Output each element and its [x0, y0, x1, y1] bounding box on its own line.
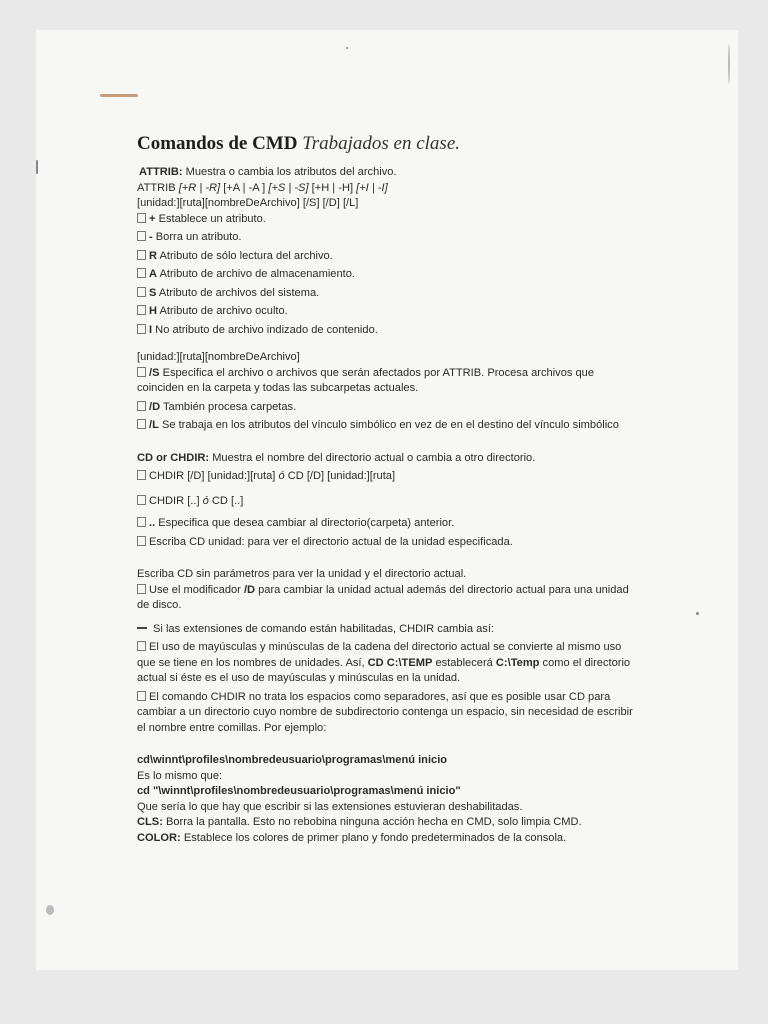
item-key: .. [149, 517, 156, 529]
cd-desc: Muestra el nombre del directorio actual o cambia a otro directorio. [209, 451, 536, 464]
syntax-part: [+A | -A ] [220, 181, 269, 194]
text-part: cd\winnt\profiles\nombredeusuario\programas\menú inicio [137, 754, 448, 766]
syntax-part: [+S | -S] [268, 181, 309, 194]
scan-speck [36, 160, 38, 174]
bullet-icon [137, 287, 146, 297]
document-body [137, 132, 637, 846]
switch-key: /S [149, 366, 160, 379]
bullet-icon [137, 584, 146, 594]
color-line [137, 831, 637, 847]
cd-syntax-1 [137, 469, 637, 485]
color-desc: Establece los colores de primer plano y fondo predeterminados de la consola. [180, 831, 567, 844]
text-part: para cambiar la unidad actual además del directorio actual para una unidad de disco. [137, 583, 629, 611]
cd-extensions-intro [137, 622, 637, 638]
text-part: Si las extensiones de comando están habilitadas, CHDIR cambia así: [153, 622, 495, 635]
bullet-icon [137, 268, 146, 278]
bullet-icon [137, 517, 146, 527]
bullet-icon [137, 401, 146, 411]
syntax-part: [+R | -R] [178, 181, 221, 194]
syntax-part: CD [..] [208, 494, 244, 507]
scan-speck [696, 612, 699, 615]
item-key: S [149, 286, 157, 299]
bullet-icon [137, 324, 146, 334]
scan-mark [100, 94, 138, 97]
bullet-icon [137, 691, 146, 701]
title-bold: Comandos de CMD [137, 133, 298, 154]
list-item [137, 212, 637, 228]
example-line-2: Es lo mismo que: [137, 769, 223, 782]
attrib-label: ATTRIB: [139, 166, 183, 178]
scan-speck [46, 905, 54, 915]
text-part: cd "\winnt\profiles\nombredeusuario\programas\menú inicio" [137, 785, 461, 797]
attrib-syntax-2: [unidad:][ruta][nombreDeArchivo] [/S] [/D] [/L] [137, 197, 359, 209]
example-line-3 [137, 784, 637, 800]
cd-extension-2 [137, 690, 637, 737]
list-item [137, 304, 637, 320]
attrib-path-line: [unidad:][ruta][nombreDeArchivo] [137, 351, 300, 363]
item-text: Atributo de archivos del sistema. [156, 286, 320, 299]
cd-heading [137, 451, 637, 467]
cls-label: CLS: [137, 816, 163, 828]
switch-text: También procesa carpetas. [160, 400, 297, 413]
or-word: ó [202, 494, 209, 507]
item-text: Establece un atributo. [155, 212, 266, 225]
switch-item [137, 400, 637, 416]
item-text: No atributo de archivo indizado de contenido. [152, 323, 378, 336]
item-text: Especifica que desea cambiar al directorio(carpeta) anterior. [155, 517, 455, 529]
attrib-syntax [137, 181, 637, 197]
cd-item [137, 535, 637, 551]
bullet-icon [137, 641, 146, 651]
text-part: establecerá [432, 656, 496, 669]
cls-desc: Borra la pantalla. Esto no rebobina ninguna acción hecha en CMD, solo limpia CMD. [162, 816, 582, 828]
cd-noparams: Escriba CD sin parámetros para ver la unidad y el directorio actual. [137, 568, 467, 580]
text-part: /D [243, 583, 256, 596]
item-key: + [149, 212, 156, 225]
bullet-icon [137, 536, 146, 546]
spacer [137, 341, 637, 350]
item-key: A [149, 268, 158, 280]
syntax-part: [+H | -H] [308, 181, 357, 194]
switch-text: Especifica el archivo o archivos que serán afectados por ATTRIB. Procesa archivos que coinciden en la carpeta y todas las subcarpetas actuales. [137, 366, 594, 394]
document-title [137, 132, 637, 156]
bullet-icon [137, 305, 146, 315]
cd-item [137, 516, 637, 532]
syntax-part: CHDIR [/D] [unidad:][ruta] [149, 470, 279, 482]
item-text: Atributo de archivo de almacenamiento. [157, 268, 355, 280]
dash-icon [137, 627, 147, 629]
bullet-icon [137, 367, 146, 377]
text-part: C:\Temp [495, 656, 540, 669]
list-item [137, 323, 637, 339]
attrib-heading [139, 165, 637, 181]
bullet-icon [137, 419, 146, 429]
cd-label: CD or CHDIR: [137, 451, 210, 464]
spacer [137, 437, 637, 451]
switch-key: /L [149, 419, 159, 431]
list-item [137, 249, 637, 265]
text-part: Use el modificador [149, 583, 244, 596]
syntax-part: CD [/D] [unidad:][ruta] [284, 470, 396, 482]
switch-item [137, 418, 637, 434]
item-text: Atributo de sólo lectura del archivo. [157, 249, 333, 262]
title-italic: Trabajados en clase. [302, 133, 461, 154]
list-item [137, 267, 637, 283]
item-key: I [149, 323, 153, 336]
bullet-icon [137, 231, 146, 241]
syntax-part: [+I | -I] [356, 181, 388, 194]
bullet-icon [137, 250, 146, 260]
example-line-4: Que sería lo que hay que escribir si las extensiones estuvieran deshabilitadas. [137, 800, 523, 813]
syntax-part: CHDIR [..] [149, 494, 203, 507]
scan-speck [728, 44, 730, 84]
spacer [137, 553, 637, 567]
cd-modifier [137, 583, 637, 614]
cd-extension-1 [137, 640, 637, 687]
text-part: como el directorio actual si éste es el uso de mayúsculas y minúsculas en la unidad. [137, 656, 631, 684]
cls-line [137, 815, 637, 831]
item-text: Atributo de archivo oculto. [157, 305, 288, 317]
item-text: Escriba CD unidad: para ver el directorio actual de la unidad especificada. [149, 535, 513, 548]
switch-text: Se trabaja en los atributos del vínculo simbólico en vez de en el destino del vínculo simbólico [158, 419, 619, 431]
scan-speck [346, 47, 348, 49]
bullet-icon [137, 213, 146, 223]
example-line-1 [137, 753, 637, 769]
text-part: CD C:\TEMP [367, 656, 433, 669]
list-item [137, 230, 637, 246]
attrib-attribute-list [137, 212, 637, 339]
switch-key: /D [149, 400, 161, 413]
attrib-desc: Muestra o cambia los atributos del archivo. [182, 166, 397, 178]
text-part: El comando CHDIR no trata los espacios como separadores, así que es posible usar CD para cambiar a un directorio cuyo nombre de subdirectorio contenga un espacio, sin necesidad de escribir el nombre entre comillas. Por ejemplo: [137, 690, 633, 734]
list-item [137, 286, 637, 302]
switch-item [137, 366, 637, 397]
item-text: Borra un atributo. [152, 231, 242, 243]
item-key: H [149, 305, 158, 317]
color-label: COLOR: [137, 831, 181, 844]
item-key: - [149, 231, 153, 243]
item-key: R [149, 249, 158, 262]
bullet-icon [137, 495, 146, 505]
syntax-part: ATTRIB [137, 181, 179, 194]
spacer [137, 739, 637, 753]
bullet-icon [137, 470, 146, 480]
text-part: El uso de mayúsculas y minúsculas de la cadena del directorio actual se convierte al mismo uso que se tiene en los nombres de unidades. Así, [137, 641, 622, 669]
or-word: ó [278, 470, 285, 482]
cd-syntax-2 [137, 494, 637, 510]
